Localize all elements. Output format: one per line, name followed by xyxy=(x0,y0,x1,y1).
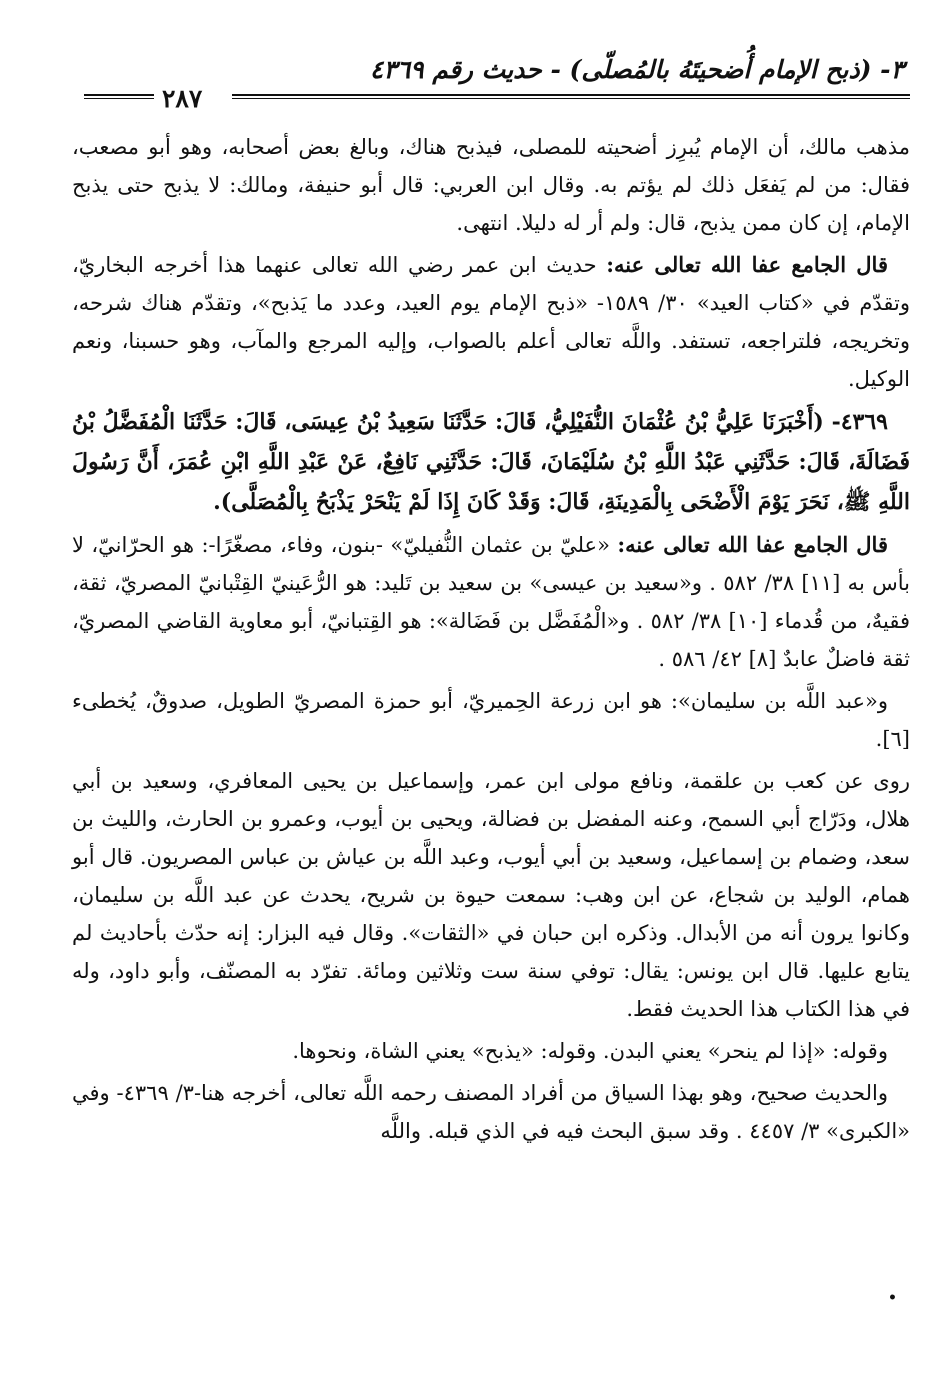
paragraph-text: وقوله: «إذا لم ينحر» يعني البدن. وقوله: «يذبح» يعني الشاة، ونحوها. xyxy=(292,1039,888,1063)
running-title: ٣- (ذبح الإمام أُضحيتَهُ بالمُصلّى) - حديث رقم ٤٣٦٩ xyxy=(369,55,904,84)
margin-dot: • xyxy=(888,1290,897,1306)
paragraph-text: ٤٣٦٩- (أَخْبَرَنَا عَلِيُّ بْنُ عُثْمَانَ النُّفَيْلِيُّ، قَالَ: حَدَّثَنَا سَعِيدُ بْنُ عِيسَى، قَالَ: حَدَّثَنَا الْمُفَضَّلُ بْنُ فَضَالَةَ، قَالَ: حَدَّثَنِي عَبْدُ اللَّهِ بْنُ سُلَيْمَانَ، قَالَ: حَدَّثَنِي نَافِعٌ، عَنْ عَبْدِ اللَّهِ ابْنِ عُمَرَ، أَنَّ رَسُولَ اللَّهِ ﷺ، نَحَرَ يَوْمَ الْأَضْحَى بِالْمَدِينَةِ، قَالَ: وَقَدْ كَانَ إِذَا لَمْ يَنْحَرْ يَذْبَحُ بِالْمُصَلَّى). xyxy=(72,409,910,515)
paragraph-text: و«عبد اللَّه بن سليمان»: هو ابن زرعة الحِميريّ، أبو حمزة المصريّ الطويل، صدوقٌ، يُخطىء [٦]. xyxy=(72,689,910,751)
paragraph-text: والحديث صحيح، وهو بهذا السياق من أفراد المصنف رحمه اللَّه تعالى، أخرجه هنا-٣/ ٤٣٦٩- وفي «الكبرى» ٣/ ٤٤٥٧ . وقد سبق البحث فيه في الذي قبله. واللَّه xyxy=(72,1081,910,1143)
paragraph-lead: قال الجامع عفا الله تعالى عنه: xyxy=(606,252,888,277)
paragraph-text: روى عن كعب بن علقمة، ونافع مولى ابن عمر، وإسماعيل بن يحيى المعافري، وسعيد بن أبي هلال، ودَرّاج أبي السمح، وعنه المفضل بن فضالة، ويحيى بن أيوب، وعمرو بن الحارث، والليث بن سعد، وضمام بن إسماعيل، وسعيد بن أبي أيوب، وعبد اللَّه بن عياش بن عباس المصريون. قال أبو همام، الوليد بن شجاع، عن ابن وهب: سمعت حيوة بن شريح، يحدث عن عبد اللَّه بن سليمان، وكانوا يرون أنه من الأبدال. وذكره ابن حبان في «الثقات». وقال فيه البزار: إنه حدّث بأحاديث لم يتابع عليها. قال ابن يونس: يقال: توفي سنة ست وثلاثين ومائة. تفرّد به المصنّف، وأبو داود، وله في هذا الكتاب هذا الحديث فقط. xyxy=(72,769,910,1021)
paragraph-explanation xyxy=(72,1032,910,1070)
page-body xyxy=(72,128,910,1150)
header-rule xyxy=(232,94,910,99)
paragraph-authentication xyxy=(72,1074,910,1150)
paragraph-text: «عليّ بن عثمان النُّفيليّ» -بنون، وفاء، مصغّرًا-: هو الحرّانيّ، لا بأس به [١١] ٣٨/ ٥٨٢ . و«سعيد بن عيسى» بن سعيد بن تَليد: هو الرُّعَينيّ القِتْبانيّ المصريّ، ثقة، فقيهٌ، من قُدماء [١٠] ٣٨/ ٥٨٢ . و«الْمُفَضَّل بن فَضَالة»: هو القِتبانيّ، أبو معاوية القاضي المصريّ، ثقة فاضلٌ عابدٌ [٨] ٤٢/ ٥٨٦ . xyxy=(72,533,910,671)
paragraph-text: مذهب مالك، أن الإمام يُبرِز أضحيته للمصلى، فيذبح هناك، وبالغ بعض أصحابه، وهو أبو مصعب، فقال: من لم يَفعَل ذلك لم يؤتم به. وقال ابن العربي: قال أبو حنيفة، ومالك: لا يذبح حتى يذبح الإمام، إن كان ممن يذبح، قال: ولم أر له دليلا. انتهى. xyxy=(72,135,910,235)
book-page xyxy=(72,52,910,1154)
hadith-text xyxy=(72,402,910,522)
page-header xyxy=(72,52,910,113)
paragraph-narrator-details xyxy=(72,762,910,1028)
page-number: ٢٨٧ xyxy=(162,84,203,113)
paragraph-compiler-note xyxy=(72,246,910,398)
paragraph-continuation xyxy=(72,128,910,242)
paragraph-text: حديث ابن عمر رضي الله تعالى عنهما هذا أخرجه البخاريّ، وتقدّم في «كتاب العيد» ٣٠/ ١٥٨٩- «ذبح الإمام يوم العيد، وعدد ما يَذبح»، وتقدّم هناك شرحه، وتخريجه، فلتراجعه، تستفد. واللَّه تعالى أعلم بالصواب، وإليه المرجع والمآب، وهو حسبنا، ونعم الوكيل. xyxy=(72,253,910,391)
paragraph-lead: قال الجامع عفا الله تعالى عنه: xyxy=(617,532,888,557)
page-number-rule xyxy=(84,94,154,99)
paragraph-narrator-abdullah xyxy=(72,682,910,758)
paragraph-narrators xyxy=(72,526,910,678)
